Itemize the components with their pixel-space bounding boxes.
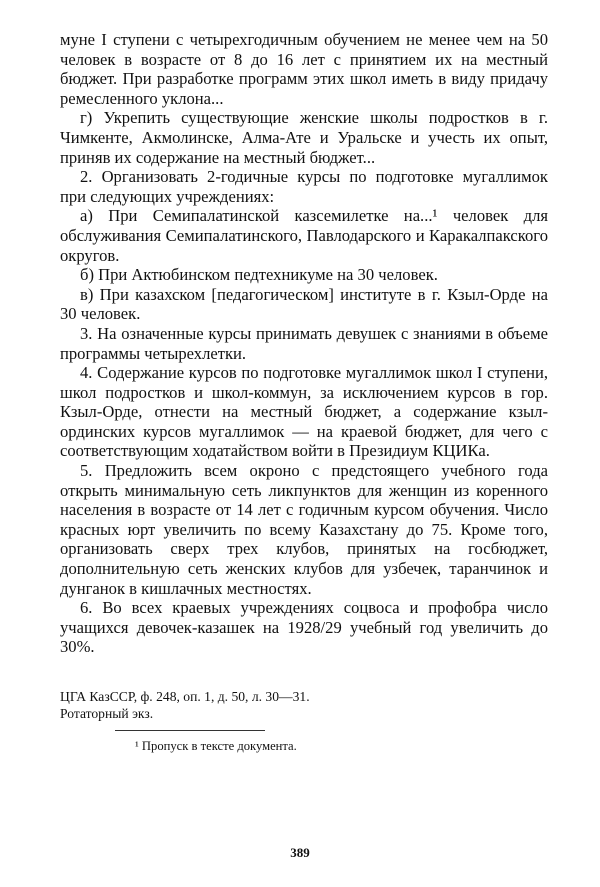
archive-source bbox=[60, 688, 548, 722]
paragraph-item-2v: в) При казахском [педагогическом] институте в г. Кзыл-Орде на 30 человек. bbox=[60, 284, 548, 324]
paragraph-item-5: 5. Предложить всем окроно с предстоящего учебного года открыть минимальную сеть ликпунктов для женщин из коренного населения в возрасте от 14 лет с годичным курсом обучения. Число красных юрт увеличить по всему Казахстану до 75. Кроме того, организовать сверх трех клубов, принятых на госбюджет, дополнительную сеть женских клубов для узбечек, таранчинок и дунганок в кишлачных местностях. bbox=[60, 461, 548, 598]
paragraph-item-2a: а) При Семипалатинской казсемилетке на...¹ человек для обслуживания Семипалатинского, Павлодарского и Каракалпакского округов. bbox=[60, 206, 548, 265]
paragraph-item-6: 6. Во всех краевых учреждениях соцвоса и профобра число учащихся девочек-казашек на 1928/29 учебный год увеличить до 30%. bbox=[60, 598, 548, 657]
paragraph-item-g: г) Укрепить существующие женские школы подростков в г. Чимкенте, Акмолинске, Алма-Ате и Уральске и учесть их опыт, приняв их содержание на местный бюджет... bbox=[60, 108, 548, 167]
page-number: 389 bbox=[290, 845, 310, 860]
copy-type-note: Ротаторный экз. bbox=[60, 706, 154, 721]
document-body bbox=[60, 30, 548, 657]
footnote-divider bbox=[115, 730, 265, 731]
archive-reference: ЦГА КазССР, ф. 248, оп. 1, д. 50, л. 30—31. bbox=[60, 689, 310, 704]
paragraph-item-2: 2. Организовать 2-годичные курсы по подготовке мугаллимок при следующих учреждениях: bbox=[60, 167, 548, 206]
paragraph-item-2b: б) При Актюбинском педтехникуме на 30 человек. bbox=[80, 265, 438, 285]
paragraph-item-3: 3. На означенные курсы принимать девушек с знаниями в объеме программы четырехлетки. bbox=[60, 323, 548, 363]
paragraph-continuation: муне I ступени с четырехгодичным обучением не менее чем на 50 человек в возрасте от 8 до 16 лет с принятием их на местный бюджет. При разработке программ этих школ иметь в виду придачу ремесленного уклона... bbox=[60, 30, 548, 108]
footnote: ¹ Пропуск в тексте документа. bbox=[135, 739, 297, 753]
paragraph-item-4: 4. Содержание курсов по подготовке мугаллимок школ I ступени, школ подростков и школ-коммун, за исключением курсов в гор. Кзыл-Орде, отнести на местный бюджет, а содержание кзыл-ординских курсов мугаллимок — на краевой бюджет, для чего с соответствующим ходатайством войти в Президиум КЦИКа. bbox=[60, 363, 548, 461]
